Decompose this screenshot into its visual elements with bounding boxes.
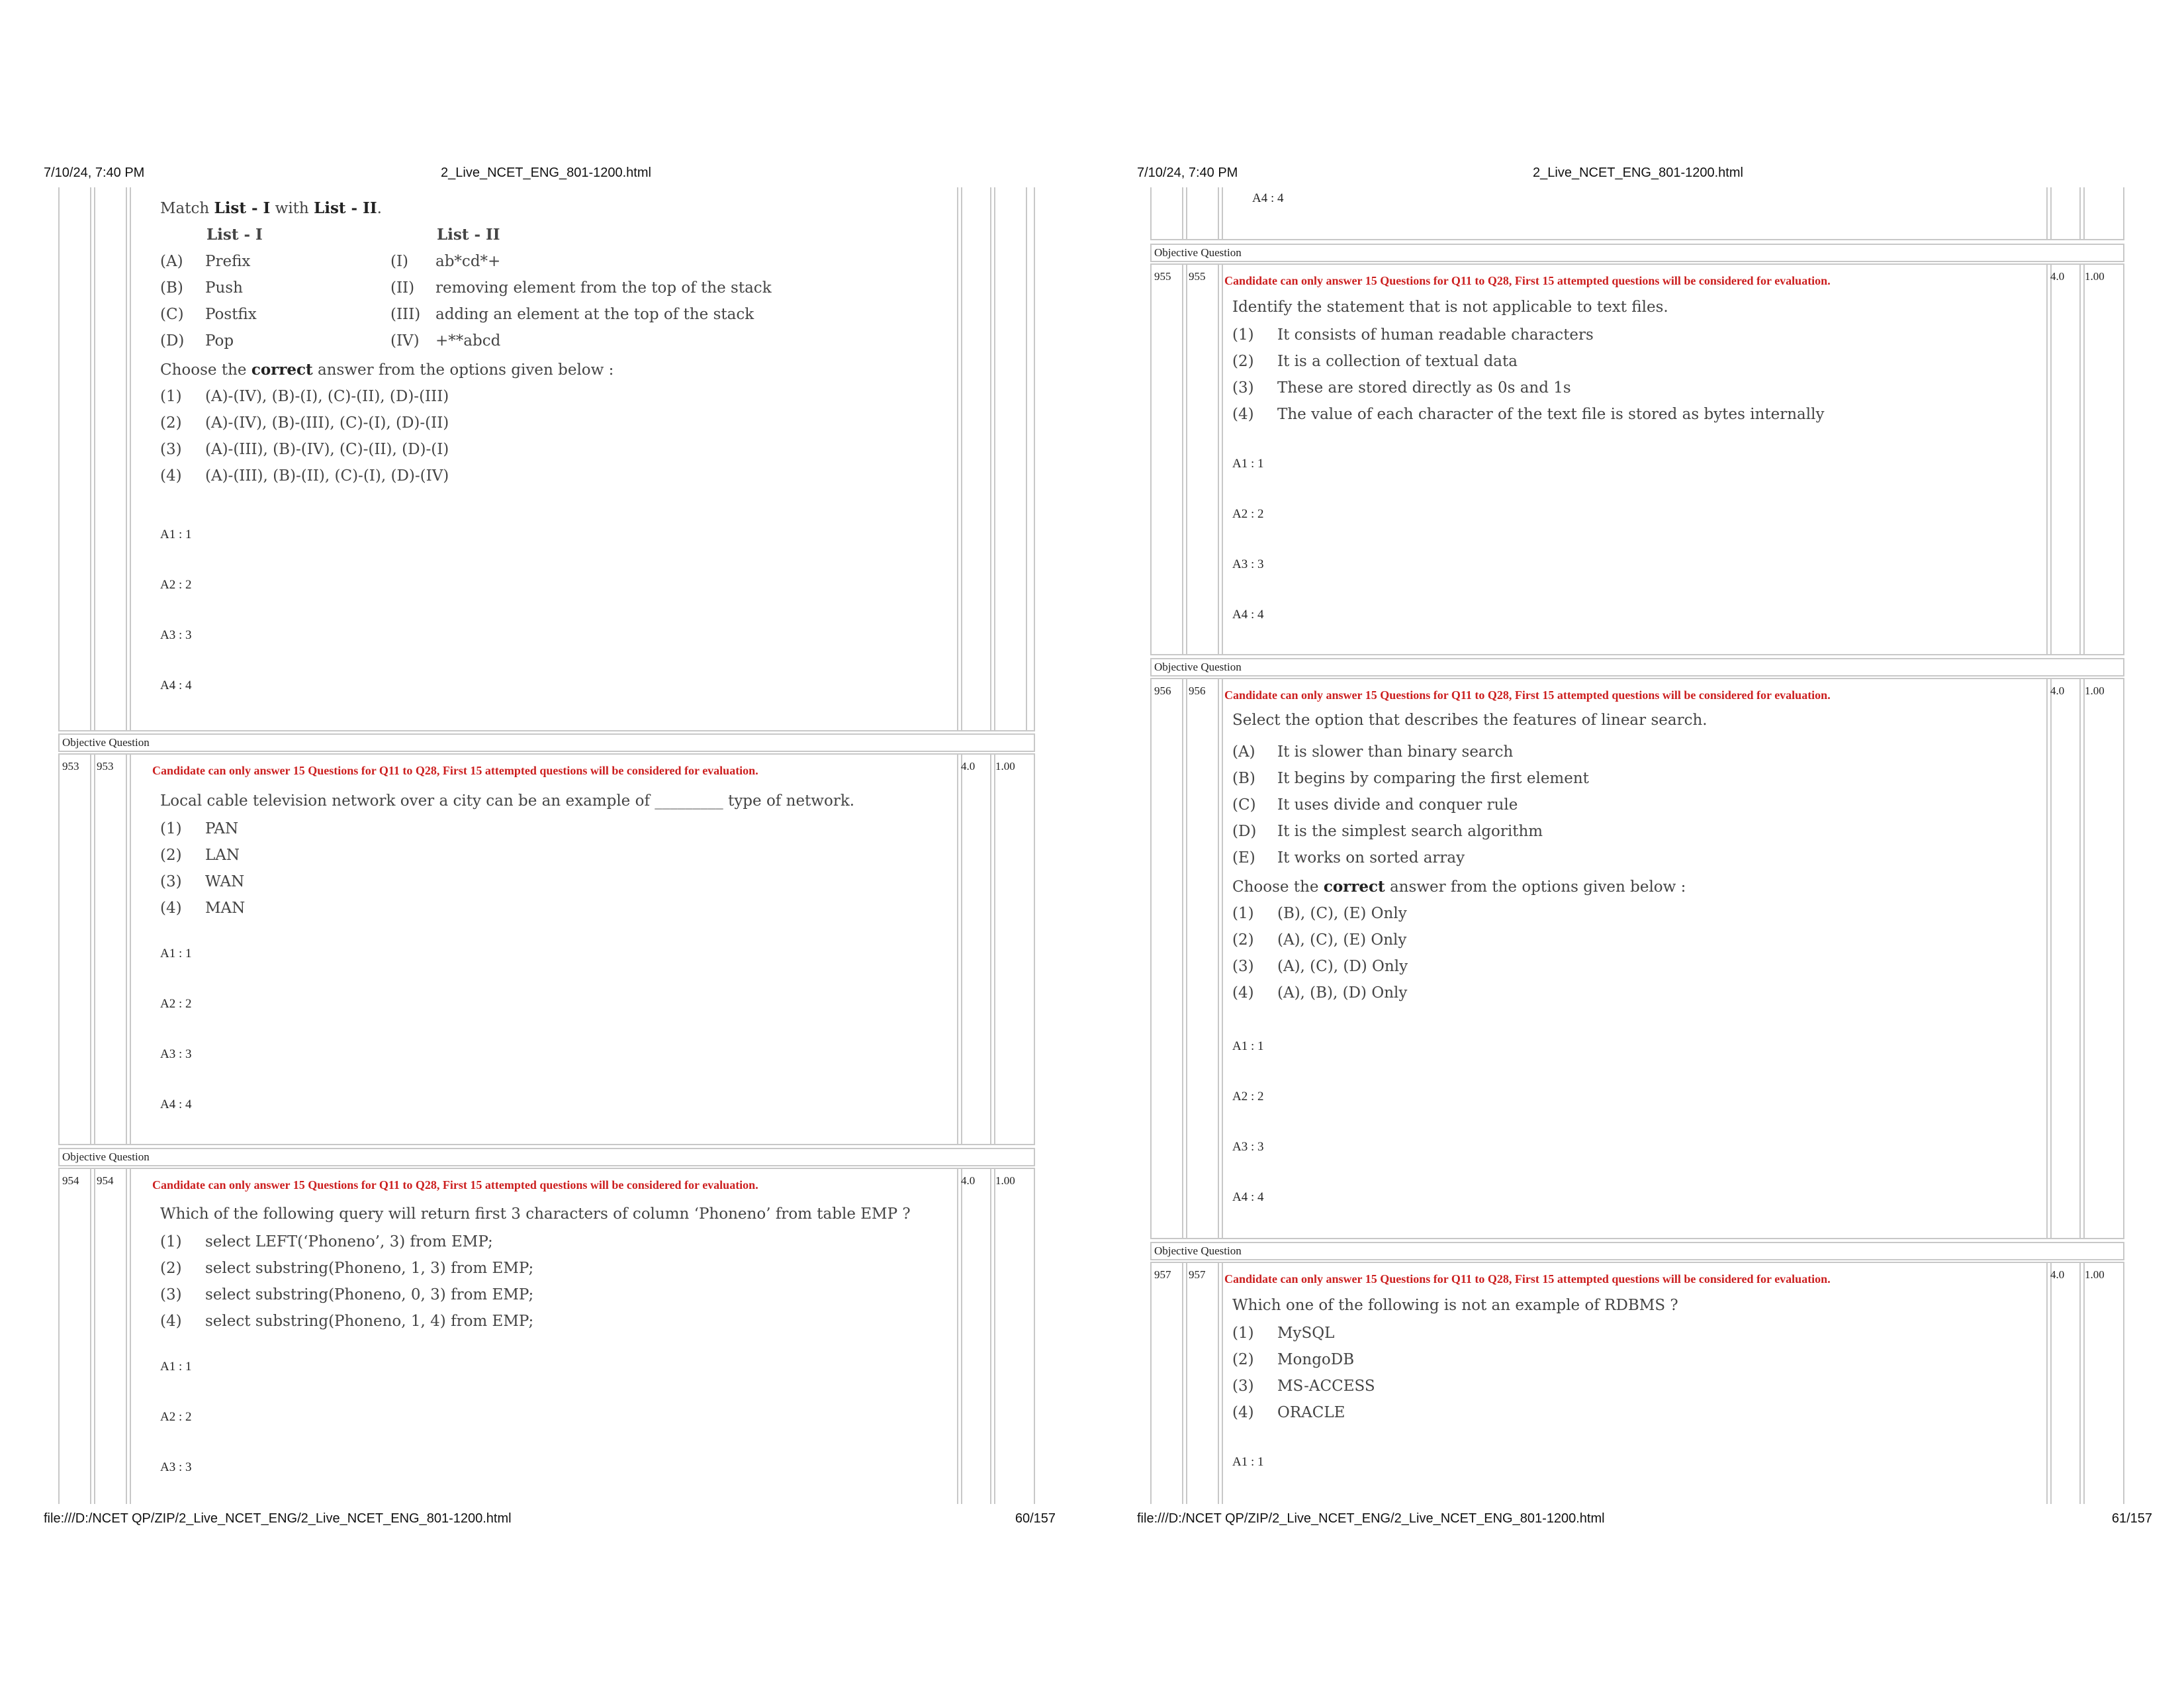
serial-number: 954 (62, 1174, 79, 1187)
footer-page-number: 60/157 (1015, 1511, 1056, 1526)
negative-marks: 1.00 (2085, 270, 2105, 283)
question-text (160, 788, 954, 921)
option: (2) (A)-(IV), (B)-(III), (C)-(I), (D)-(II) (160, 414, 449, 432)
option: (4) (A), (B), (D) Only (1232, 984, 1408, 1002)
header-title: 2_Live_NCET_ENG_801-1200.html (441, 165, 651, 180)
option: (1) (A)-(IV), (B)-(I), (C)-(II), (D)-(III) (160, 388, 449, 405)
answer-list (1232, 1039, 1264, 1241)
question-text (1232, 294, 2040, 428)
serial-number: 955 (1154, 270, 1171, 283)
answer-item: A1 : 1 (1232, 457, 1264, 471)
footer-file-path: file:///D:/NCET QP/ZIP/2_Live_NCET_ENG/2_Live_NCET_ENG_801-1200.html (1137, 1511, 1605, 1526)
question-number: 953 (97, 760, 114, 773)
negative-marks: 1.00 (2085, 1268, 2105, 1281)
serial-number: 957 (1154, 1268, 1171, 1281)
question-text (160, 1201, 954, 1335)
question-text (160, 195, 954, 489)
header-title: 2_Live_NCET_ENG_801-1200.html (1533, 165, 1743, 180)
marks: 4.0 (961, 760, 976, 773)
answer-item: A1 : 1 (160, 947, 192, 961)
answer-item: A4 : 4 (1232, 1190, 1264, 1204)
option: (1) PAN (160, 820, 239, 837)
option: (3) WAN (160, 873, 245, 890)
header-datetime: 7/10/24, 7:40 PM (1137, 165, 1238, 180)
question-block-953 (58, 753, 1035, 1145)
option: (3) MS-ACCESS (1232, 1378, 1375, 1395)
option: (4) The value of each character of the text file is stored as bytes internally (1232, 406, 1825, 423)
option: (4) select substring(Phoneno, 1, 4) from EMP; (160, 1313, 534, 1330)
objective-question-label: Objective Question (58, 1148, 1035, 1166)
choose-instruction: Choose the correct answer from the options given below : (1232, 878, 1686, 896)
question-stem: Match List - I with List - II. (160, 199, 382, 217)
answer-list (160, 1360, 192, 1511)
statement: (D) It is the simplest search algorithm (1232, 823, 1543, 840)
option: (1) It consists of human readable characters (1232, 326, 1594, 344)
continued-question-block (58, 187, 1035, 731)
question-number: 954 (97, 1174, 114, 1187)
negative-marks: 1.00 (2085, 684, 2105, 697)
answer-item: A4 : 4 (1252, 191, 1284, 205)
statement: (E) It works on sorted array (1232, 849, 1465, 867)
question-number: 957 (1189, 1268, 1206, 1281)
answer-item: A1 : 1 (1232, 1039, 1264, 1053)
objective-question-label: Objective Question (1150, 244, 2124, 262)
match-row: (A) Prefix (I) ab*cd*+ (160, 253, 501, 270)
answer-list (160, 528, 192, 729)
answer-item: A2 : 2 (1232, 1090, 1264, 1103)
answer-item: A2 : 2 (160, 997, 192, 1011)
answer-list (1232, 1455, 1264, 1505)
marks: 4.0 (2050, 270, 2065, 283)
option: (3) These are stored directly as 0s and 1s (1232, 379, 1571, 397)
answer-item: A3 : 3 (1232, 1140, 1264, 1154)
objective-question-label: Objective Question (1150, 1242, 2124, 1260)
choose-instruction: Choose the correct answer from the options given below : (160, 361, 614, 379)
answer-item: A3 : 3 (160, 628, 192, 642)
statement: (A) It is slower than binary search (1232, 743, 1514, 761)
answer-item: A2 : 2 (160, 578, 192, 592)
negative-marks: 1.00 (995, 760, 1015, 773)
question-text (1232, 707, 2040, 1006)
match-row: (C) Postfix (III) adding an element at the top of the stack (160, 306, 754, 323)
question-stem: Local cable television network over a city can be an example of _________ type of network. (160, 792, 855, 810)
option: (4) (A)-(III), (B)-(II), (C)-(I), (D)-(IV) (160, 467, 449, 485)
question-stem: Select the option that describes the features of linear search. (1232, 712, 1707, 729)
answer-item: A1 : 1 (1232, 1455, 1264, 1469)
continued-answer-block (1150, 187, 2124, 240)
evaluation-notice: Candidate can only answer 15 Questions for Q11 to Q28, First 15 attempted questions will be considered for evaluation. (152, 764, 758, 777)
option: (4) MAN (160, 900, 246, 917)
negative-marks: 1.00 (995, 1174, 1015, 1187)
evaluation-notice: Candidate can only answer 15 Questions for Q11 to Q28, First 15 attempted questions will be considered for evaluation. (1224, 274, 1831, 287)
option: (1) MySQL (1232, 1325, 1335, 1342)
statement: (C) It uses divide and conquer rule (1232, 796, 1518, 814)
answer-item: A3 : 3 (160, 1460, 192, 1474)
question-block-954 (58, 1168, 1035, 1504)
question-stem: Which of the following query will return first 3 characters of column ‘Phoneno’ from table EMP ? (160, 1205, 911, 1223)
list-headers: List - I List - II (206, 226, 500, 244)
question-block-955 (1150, 263, 2124, 655)
answer-item: A2 : 2 (160, 1410, 192, 1424)
question-number: 956 (1189, 684, 1206, 697)
statement: (B) It begins by comparing the first element (1232, 770, 1589, 787)
question-block-956 (1150, 678, 2124, 1239)
header-datetime: 7/10/24, 7:40 PM (44, 165, 145, 180)
option: (1) select LEFT(‘Phoneno’, 3) from EMP; (160, 1233, 493, 1250)
answer-list (160, 947, 192, 1148)
evaluation-notice: Candidate can only answer 15 Questions for Q11 to Q28, First 15 attempted questions will be considered for evaluation. (1224, 688, 1831, 702)
question-stem: Which one of the following is not an example of RDBMS ? (1232, 1297, 1678, 1314)
option: (3) select substring(Phoneno, 0, 3) from EMP; (160, 1286, 534, 1303)
answer-item: A4 : 4 (1232, 608, 1264, 622)
match-row: (B) Push (II) removing element from the top of the stack (160, 279, 772, 297)
answer-list (1232, 457, 1264, 658)
question-stem: Identify the statement that is not applicable to text files. (1232, 299, 1668, 316)
answer-item: A3 : 3 (1232, 557, 1264, 571)
option: (2) select substring(Phoneno, 1, 3) from EMP; (160, 1260, 534, 1277)
evaluation-notice: Candidate can only answer 15 Questions for Q11 to Q28, First 15 attempted questions will be considered for evaluation. (152, 1178, 758, 1192)
option: (2) MongoDB (1232, 1351, 1355, 1368)
question-text (1232, 1292, 2040, 1426)
answer-item: A4 : 4 (160, 679, 192, 692)
option: (1) (B), (C), (E) Only (1232, 905, 1407, 922)
match-row: (D) Pop (IV) +**abcd (160, 332, 501, 350)
option: (2) LAN (160, 847, 240, 864)
footer-file-path: file:///D:/NCET QP/ZIP/2_Live_NCET_ENG/2_Live_NCET_ENG_801-1200.html (44, 1511, 512, 1526)
footer-page-number: 61/157 (2111, 1511, 2152, 1526)
marks: 4.0 (2050, 684, 2065, 697)
serial-number: 953 (62, 760, 79, 773)
serial-number: 956 (1154, 684, 1171, 697)
marks: 4.0 (2050, 1268, 2065, 1281)
option: (4) ORACLE (1232, 1404, 1345, 1421)
objective-question-label: Objective Question (58, 733, 1035, 752)
answer-item: A3 : 3 (160, 1047, 192, 1061)
question-number: 955 (1189, 270, 1206, 283)
option: (2) (A), (C), (E) Only (1232, 931, 1407, 949)
answer-item: A4 : 4 (160, 1098, 192, 1111)
marks: 4.0 (961, 1174, 976, 1187)
answer-item: A1 : 1 (160, 528, 192, 541)
question-block-957 (1150, 1262, 2124, 1504)
evaluation-notice: Candidate can only answer 15 Questions for Q11 to Q28, First 15 attempted questions will be considered for evaluation. (1224, 1272, 1831, 1286)
option: (3) (A), (C), (D) Only (1232, 958, 1408, 975)
option: (2) It is a collection of textual data (1232, 353, 1518, 370)
option: (3) (A)-(III), (B)-(IV), (C)-(II), (D)-(I) (160, 441, 449, 458)
right-page (1092, 0, 2184, 1688)
answer-item: A2 : 2 (1232, 507, 1264, 521)
answer-item: A1 : 1 (160, 1360, 192, 1374)
objective-question-label: Objective Question (1150, 658, 2124, 677)
